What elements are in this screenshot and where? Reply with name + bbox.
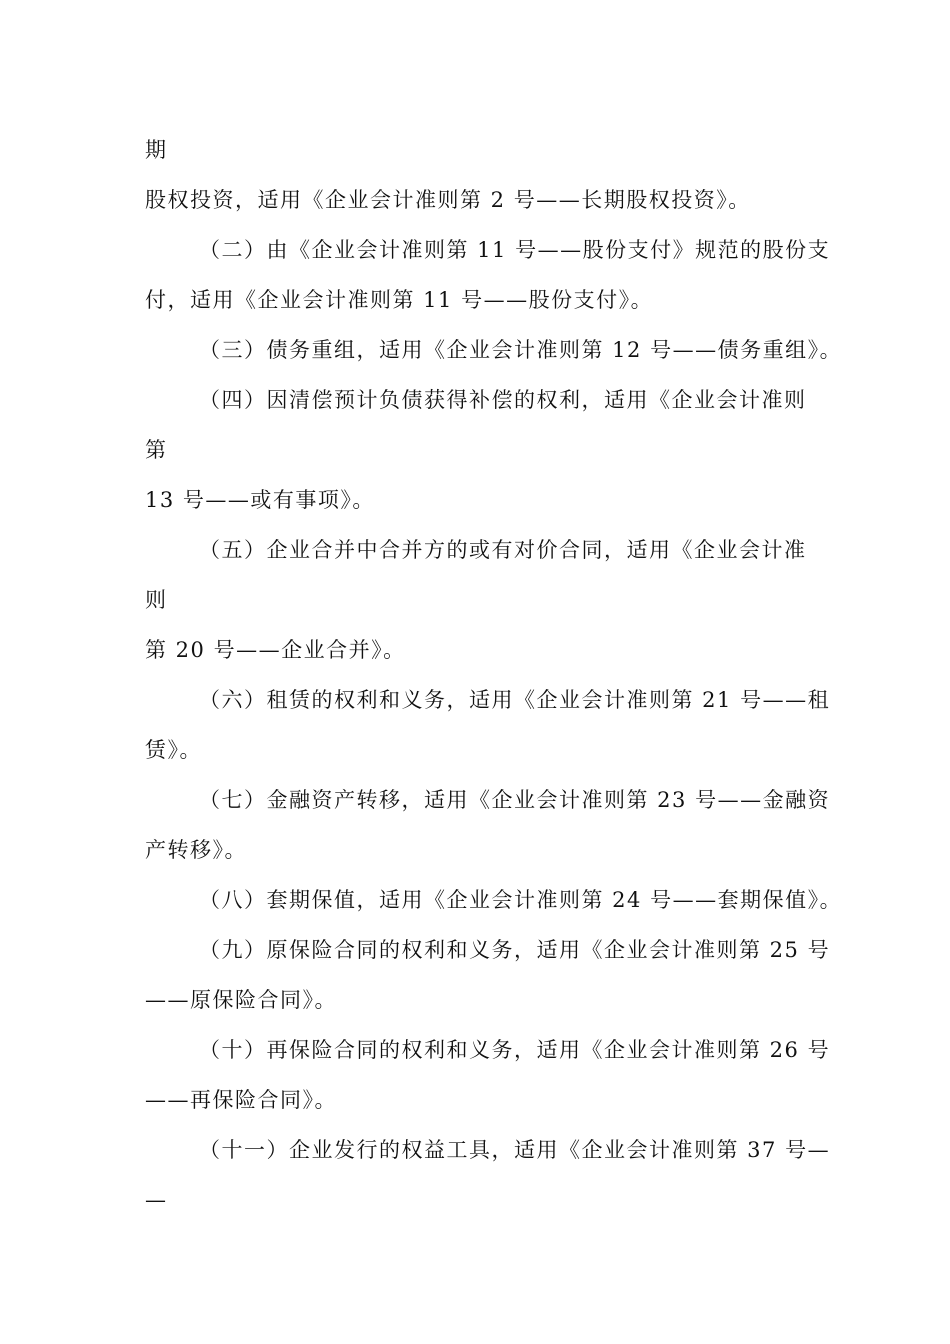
text-line: — (145, 1188, 168, 1212)
paragraph-4-start: （四）因清偿预计负债获得补偿的权利，适用《企业会计准则 (199, 388, 807, 412)
paragraph-8-start: （八）套期保值，适用《企业会计准则第 24 号——套期保值》。 (199, 888, 843, 912)
paragraph-11-start: （十一）企业发行的权益工具，适用《企业会计准则第 37 号— (199, 1138, 831, 1162)
text-line: ——原保险合同》。 (145, 988, 337, 1012)
text-line: 产转移》。 (145, 838, 247, 862)
paragraph-10-start: （十）再保险合同的权利和义务，适用《企业会计准则第 26 号 (199, 1038, 831, 1062)
text-line: 第 20 号——企业合并》。 (145, 638, 406, 662)
text-line: 赁》。 (145, 738, 202, 762)
paragraph-3-start: （三）债务重组，适用《企业会计准则第 12 号——债务重组》。 (199, 338, 843, 362)
text-line: 第 (145, 438, 168, 462)
paragraph-9-start: （九）原保险合同的权利和义务，适用《企业会计准则第 25 号 (199, 938, 831, 962)
paragraph-5-start: （五）企业合并中合并方的或有对价合同，适用《企业会计准 (199, 538, 807, 562)
paragraph-2-start: （二）由《企业会计准则第 11 号——股份支付》规范的股份支 (199, 238, 831, 262)
text-line: 股权投资，适用《企业会计准则第 2 号——长期股权投资》。 (145, 188, 751, 212)
paragraph-7-start: （七）金融资产转移，适用《企业会计准则第 23 号——金融资 (199, 788, 831, 812)
text-line: 期 (145, 138, 168, 162)
text-line: 则 (145, 588, 168, 612)
text-line: 付，适用《企业会计准则第 11 号——股份支付》。 (145, 288, 654, 312)
text-line: 13 号——或有事项》。 (145, 488, 375, 512)
paragraph-6-start: （六）租赁的权利和义务，适用《企业会计准则第 21 号——租 (199, 688, 831, 712)
text-line: ——再保险合同》。 (145, 1088, 337, 1112)
